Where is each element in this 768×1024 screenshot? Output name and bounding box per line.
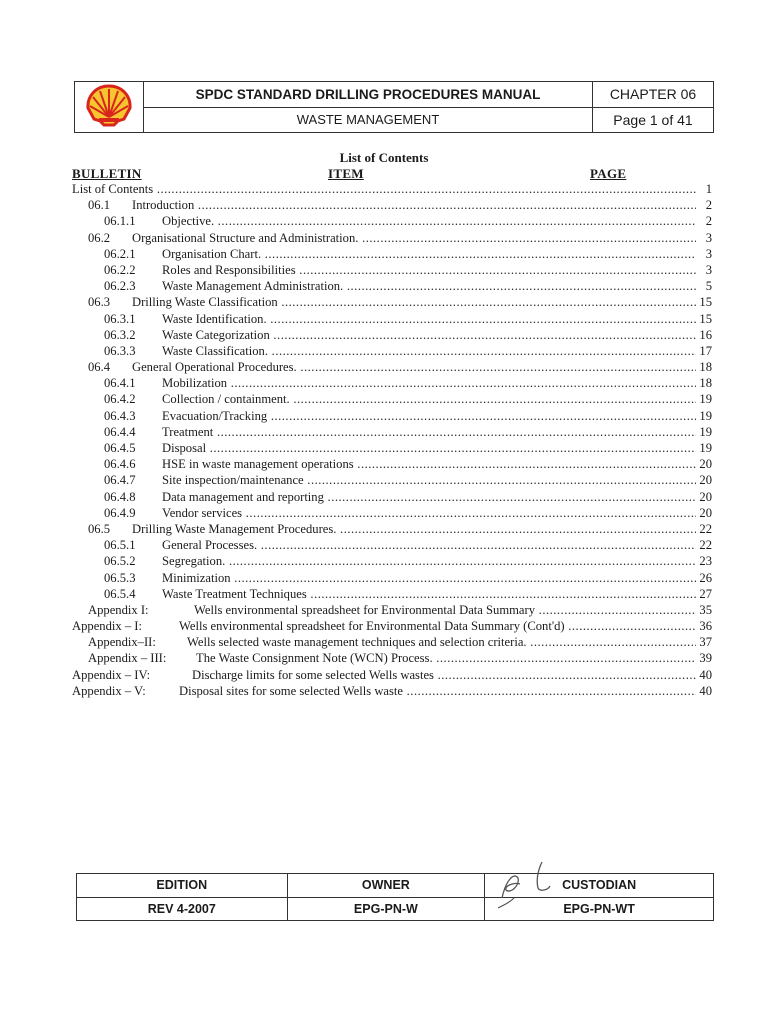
- toc-entry: [72, 650, 712, 666]
- toc-entry-title: Objective. .....: [162, 213, 696, 229]
- toc-entry: [72, 634, 712, 650]
- toc-entry-page: 15: [696, 294, 712, 310]
- toc-entry-number: 06.5: [88, 521, 111, 536]
- toc-entry-page: 2: [696, 197, 712, 213]
- toc-entry: [72, 375, 712, 391]
- toc-title: List of Contents: [339, 150, 429, 165]
- toc-entry: [72, 408, 712, 424]
- toc-entry-page: 39: [696, 650, 712, 666]
- toc-entry-number: 06.3.2: [104, 327, 136, 342]
- toc-entry: [72, 391, 712, 407]
- toc-entry-title: Discharge limits for some selected Wells wastes .....: [192, 667, 696, 683]
- toc-entry: [72, 553, 712, 569]
- toc-entry-title: The Waste Consignment Note (WCN) Process. .....: [196, 650, 696, 666]
- toc-entry: [72, 570, 712, 586]
- toc-entry-page: 3: [696, 246, 712, 262]
- toc-entry-number: 06.1: [88, 198, 111, 213]
- owner-label: OWNER: [287, 874, 485, 898]
- toc-entry-title: Wells selected waste management techniques and selection criteria. .....: [187, 634, 696, 650]
- toc-entry-number: 06.5.3: [104, 570, 136, 585]
- toc-entry-title: Waste Management Administration. .....: [162, 278, 696, 294]
- toc-entry-title: Wells environmental spreadsheet for Environmental Data Summary .....: [194, 602, 696, 618]
- manual-title: SPDC STANDARD DRILLING PROCEDURES MANUAL: [144, 82, 593, 108]
- toc-entry: [72, 246, 712, 262]
- toc-entry-page: 26: [696, 570, 712, 586]
- toc-entry-page: 15: [696, 311, 712, 327]
- toc-entry-title: General Operational Procedures. .....: [132, 359, 696, 375]
- toc-entry-title: Site inspection/maintenance .....: [162, 472, 696, 488]
- col-bulletin-header: BULLETIN: [72, 166, 142, 181]
- toc-entry-page: 16: [696, 327, 712, 343]
- toc-entry: [72, 294, 712, 310]
- toc-entry: [72, 537, 712, 553]
- toc-entry-title: Drilling Waste Management Procedures. .....: [132, 521, 696, 537]
- custodian-label: CUSTODIAN: [485, 874, 714, 898]
- toc-entry-title: Vendor services .....: [162, 505, 696, 521]
- toc-entry-page: 22: [696, 521, 712, 537]
- toc-entry-number: Appendix I:: [88, 602, 149, 617]
- toc-entry: [72, 440, 712, 456]
- custodian-value: EPG-PN-WT: [485, 897, 714, 921]
- toc-entry-number: 06.2: [88, 230, 111, 245]
- toc-entry-page: 36: [696, 618, 712, 634]
- toc-entry-title: Data management and reporting .....: [162, 489, 696, 505]
- toc-entry-title: Organisational Structure and Administration. .....: [132, 230, 696, 246]
- edition-label: EDITION: [77, 874, 288, 898]
- toc-entry: [72, 213, 712, 229]
- toc-entry-number: Appendix–II:: [88, 635, 156, 650]
- toc-entry: [72, 489, 712, 505]
- toc-entry: [72, 197, 712, 213]
- toc-entry-page: 19: [696, 424, 712, 440]
- toc-entry-page: 35: [696, 602, 712, 618]
- toc-entry-title: Wells environmental spreadsheet for Environmental Data Summary (Cont'd) .....: [179, 618, 696, 634]
- toc-entry-title: Waste Categorization .....: [162, 327, 696, 343]
- toc-entry-title: Collection / containment. .....: [162, 391, 696, 407]
- toc-entry: [72, 262, 712, 278]
- toc-entry: [72, 327, 712, 343]
- toc-entry-title: Disposal sites for some selected Wells waste .....: [179, 683, 696, 699]
- toc-entry-page: 1: [696, 181, 712, 197]
- page-indicator: Page 1 of 41: [593, 107, 714, 133]
- toc-entry-page: 19: [696, 440, 712, 456]
- toc-entry-number: 06.3.1: [104, 311, 136, 326]
- toc-entry-page: 23: [696, 553, 712, 569]
- toc-entry-number: 06.5.1: [104, 538, 136, 553]
- toc-entry-number: 06.2.3: [104, 279, 136, 294]
- toc-entry-title: General Processes. .....: [162, 537, 696, 553]
- signature-icon: [492, 858, 554, 918]
- toc-entry: [72, 667, 712, 683]
- toc-entry: [72, 278, 712, 294]
- toc-list: [72, 181, 712, 699]
- edition-value: REV 4-2007: [77, 897, 288, 921]
- toc-entry-number: 06.5.4: [104, 586, 136, 601]
- toc-entry-number: 06.4.7: [104, 473, 136, 488]
- toc-entry-page: 22: [696, 537, 712, 553]
- chapter-title: WASTE MANAGEMENT: [144, 107, 593, 133]
- toc-entry-page: 2: [696, 213, 712, 229]
- toc-entry: [72, 505, 712, 521]
- toc-entry-page: 19: [696, 408, 712, 424]
- toc-entry-number: 06.3: [88, 295, 111, 310]
- toc-entry-title: Introduction .....: [132, 197, 696, 213]
- toc-entry: [72, 456, 712, 472]
- toc-entry: [72, 618, 712, 634]
- toc-entry-page: 19: [696, 391, 712, 407]
- toc-entry-number: 06.4.9: [104, 505, 136, 520]
- toc-entry: [72, 230, 712, 246]
- toc-entry-number: 06.4: [88, 360, 111, 375]
- toc-entry: [72, 683, 712, 699]
- toc-entry-title: Minimization .....: [162, 570, 696, 586]
- toc-entry-page: 3: [696, 230, 712, 246]
- toc-entry-title: Treatment .....: [162, 424, 696, 440]
- toc-entry-title: Waste Treatment Techniques .....: [162, 586, 696, 602]
- toc-entry-title: Roles and Responsibilities .....: [162, 262, 696, 278]
- toc-entry-number: Appendix – III:: [88, 651, 167, 666]
- toc-entry-page: 20: [696, 472, 712, 488]
- toc-entry-title: HSE in waste management operations .....: [162, 456, 696, 472]
- toc-entry-title: Drilling Waste Classification .....: [132, 294, 696, 310]
- toc-entry: [72, 424, 712, 440]
- toc-entry-page: 18: [696, 359, 712, 375]
- toc-entry-number: Appendix – IV:: [72, 667, 151, 682]
- toc-entry-number: 06.5.2: [104, 554, 136, 569]
- toc-entry: [72, 602, 712, 618]
- toc-entry: [72, 311, 712, 327]
- col-item-header: ITEM: [328, 166, 364, 181]
- logo-cell: [75, 82, 144, 133]
- owner-value: EPG-PN-W: [287, 897, 485, 921]
- toc-entry-number: 06.3.3: [104, 343, 136, 358]
- toc-entry-number: 06.1.1: [104, 214, 136, 229]
- toc-entry-page: 27: [696, 586, 712, 602]
- col-page-header: PAGE: [590, 166, 627, 181]
- toc-entry-page: 20: [696, 489, 712, 505]
- toc-entry-number: 06.2.2: [104, 262, 136, 277]
- toc-entry-page: 40: [696, 667, 712, 683]
- toc-entry-title: Waste Identification. .....: [162, 311, 696, 327]
- toc-entry-title: List of Contents .....: [72, 181, 696, 197]
- toc-entry: [72, 521, 712, 537]
- toc-entry-page: 20: [696, 456, 712, 472]
- toc-entry-title: Evacuation/Tracking .....: [162, 408, 696, 424]
- toc-entry-title: Disposal .....: [162, 440, 696, 456]
- toc-entry-page: 18: [696, 375, 712, 391]
- toc-entry-page: 37: [696, 634, 712, 650]
- toc-entry-number: 06.4.3: [104, 408, 136, 423]
- toc-entry: [72, 472, 712, 488]
- chapter-number: CHAPTER 06: [593, 82, 714, 108]
- toc-entry-page: 5: [696, 278, 712, 294]
- toc-entry-title: Mobilization .....: [162, 375, 696, 391]
- toc-entry: [72, 181, 712, 197]
- toc-entry-title: Waste Classification. .....: [162, 343, 696, 359]
- toc-entry-page: 20: [696, 505, 712, 521]
- toc-entry: [72, 343, 712, 359]
- toc-entry-number: 06.2.1: [104, 246, 136, 261]
- toc-entry-page: 3: [696, 262, 712, 278]
- toc-entry-number: 06.4.6: [104, 457, 136, 472]
- toc-entry-number: 06.4.8: [104, 489, 136, 504]
- toc-entry-number: 06.4.1: [104, 376, 136, 391]
- shell-logo-icon: [84, 83, 134, 127]
- toc-entry-title: Segregation. .....: [162, 553, 696, 569]
- toc-entry-number: 06.4.4: [104, 424, 136, 439]
- toc-entry-number: 06.4.5: [104, 441, 136, 455]
- toc-entry-number: Appendix – I:: [72, 619, 142, 634]
- document-footer: [76, 873, 714, 921]
- toc-entry-number: 06.4.2: [104, 392, 136, 407]
- toc-entry: [72, 586, 712, 602]
- toc-entry: [72, 359, 712, 375]
- toc-entry-page: 40: [696, 683, 712, 699]
- toc-entry-page: 17: [696, 343, 712, 359]
- toc-entry-title: Organisation Chart. .....: [162, 246, 696, 262]
- toc-entry-number: Appendix – V:: [72, 683, 146, 698]
- document-header: [74, 81, 714, 133]
